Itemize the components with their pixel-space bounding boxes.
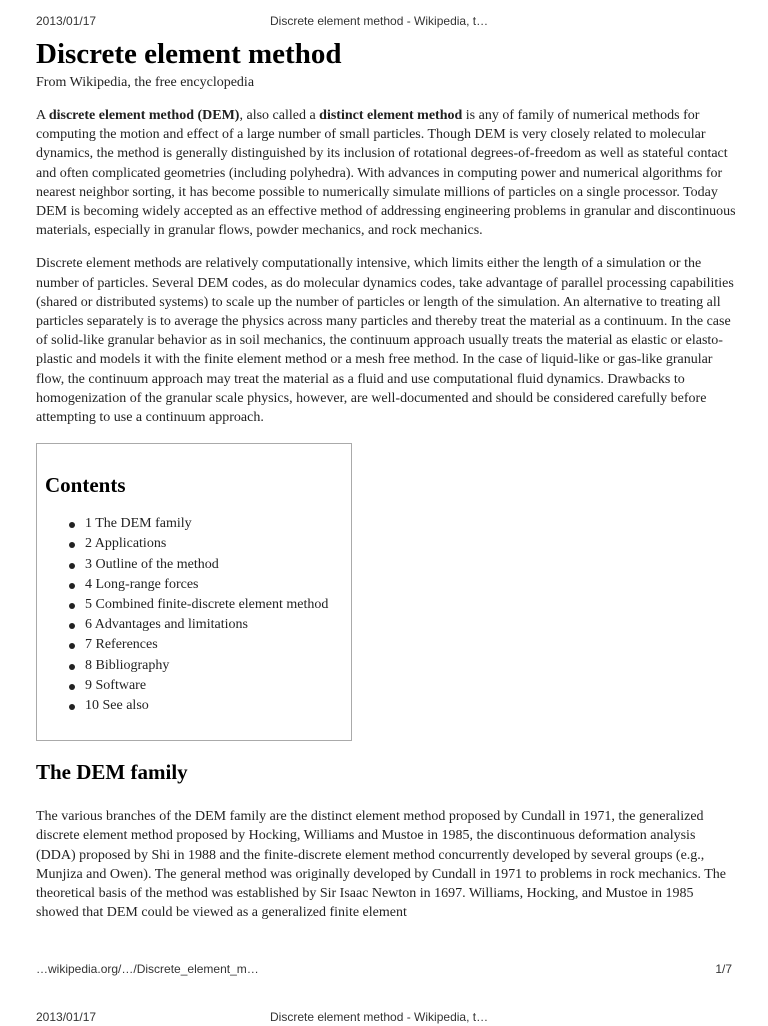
- toc-link[interactable]: 7 References: [85, 637, 158, 653]
- bullet-icon: [69, 563, 75, 569]
- bullet-icon: [69, 603, 75, 609]
- page-number: 1/7: [715, 962, 732, 976]
- bullet-icon: [69, 684, 75, 690]
- toc-item-combined-method[interactable]: [45, 595, 343, 615]
- toc-link[interactable]: 8 Bibliography: [85, 657, 170, 673]
- bullet-icon: [69, 704, 75, 710]
- toc-item-references[interactable]: [45, 635, 343, 655]
- print-date: 2013/01/17: [36, 14, 97, 28]
- toc-item-advantages[interactable]: [45, 615, 343, 635]
- bullet-icon: [69, 664, 75, 670]
- toc-link[interactable]: 9 Software: [85, 677, 147, 693]
- dem-family-paragraph: The various branches of the DEM family are the distinct element method proposed by Cundall in 1971, the generalized discrete element method proposed by Hocking, Williams and Mustoe in 1985, the discontinuous deformation analysis (DDA) proposed by Shi in 1988 and the finite-discrete element method concurrently developed by several groups (e.g., Munjiza and Owen). The general method was originally developed by Cundall in 1971 to problems in rock mechanics. The theoretical basis of the method was established by Sir Isaac Newton in 1697. Williams, Hocking, and Mustoe in 1985 showed that DEM could be viewed as a generalized finite element: [36, 809, 726, 921]
- toc-item-long-range-forces[interactable]: [45, 575, 343, 595]
- intro-text-1: A: [36, 108, 49, 123]
- toc-link[interactable]: 5 Combined finite-discrete element method: [85, 597, 329, 612]
- toc-link[interactable]: 4 Long-range forces: [85, 576, 199, 592]
- toc-link[interactable]: 1 The DEM family: [85, 516, 192, 532]
- article-content: [36, 36, 736, 922]
- toc-item-software[interactable]: [45, 676, 343, 696]
- toc-item-dem-family[interactable]: [45, 514, 343, 534]
- intro-paragraph-2: Discrete element methods are relatively computationally intensive, which limits either the length of a simulation or the number of particles. Several DEM codes, as do molecular dynamics codes, take advantage of parallel processing capabilities (shared or distributed systems) to scale up the number of particles or length of the simulation. An alternative to treating all particles separately is to average the physics across many particles and thereby treat the material as a continuum. In the case of solid-like granular behavior as in soil mechanics, the continuum approach usually treats the material as elastic or elasto-plastic and models it with the finite element method or a mesh free method. In the case of liquid-like or gas-like granular flow, the continuum approach may treat the material as a fluid and use computational fluid dynamics. Drawbacks to homogenization of the granular scale physics, however, are well-documented and should be considered carefully before attempting to use a continuum approach.: [36, 256, 734, 426]
- bold-term-dem: discrete element method (DEM): [48, 108, 240, 123]
- bullet-icon: [69, 583, 75, 589]
- toc-item-see-also[interactable]: [45, 696, 343, 716]
- toc-link[interactable]: 2 Applications: [85, 536, 167, 552]
- bullet-icon: [69, 542, 75, 548]
- bullet-icon: [69, 623, 75, 629]
- print-header: [0, 14, 768, 30]
- bullet-icon: [69, 522, 75, 528]
- section-heading-dem-family: The DEM family: [36, 760, 188, 785]
- page-title: Discrete element method: [36, 38, 342, 70]
- toc-title: Contents: [45, 473, 126, 498]
- print-footer: [0, 962, 768, 978]
- bold-term-distinct: distinct element method: [319, 108, 463, 123]
- intro-text-2: , also called a: [239, 108, 320, 123]
- toc-item-applications[interactable]: [45, 534, 343, 554]
- print-date-next: 2013/01/17: [36, 1010, 97, 1024]
- intro-paragraph-1: [36, 106, 736, 240]
- toc-link[interactable]: 6 Advantages and limitations: [85, 617, 248, 633]
- print-tab-title-next: Discrete element method - Wikipedia, t…: [270, 1010, 489, 1024]
- print-tab-title: Discrete element method - Wikipedia, t…: [270, 14, 489, 28]
- print-url: …wikipedia.org/…/Discrete_element_m…: [36, 962, 259, 976]
- page-subtitle: From Wikipedia, the free encyclopedia: [36, 75, 255, 90]
- intro-text-3: is any of family of numerical methods for computing the motion and effect of a large number of small particles. Though DEM is very closely related to molecular dynamics, the method is generally distinguished by its inclusion of rotational degrees-of-freedom as well as stateful contact and often complicated geometries (including polyhedra). With advances in computing power and numerical algorithms for nearest neighbor sorting, it has become possible to numerically simulate millions of particles on a single processor. Today DEM is becoming widely accepted as an effective method of addressing engineering problems in granular and discontinuous materials, especially in granular flows, powder mechanics, and rock mechanics.: [36, 108, 736, 239]
- toc-list: [45, 514, 343, 716]
- toc-item-bibliography[interactable]: [45, 656, 343, 676]
- toc-link[interactable]: 3 Outline of the method: [85, 556, 219, 572]
- table-of-contents: [36, 443, 352, 741]
- bullet-icon: [69, 643, 75, 649]
- toc-item-outline[interactable]: [45, 555, 343, 575]
- toc-link[interactable]: 10 See also: [85, 697, 149, 713]
